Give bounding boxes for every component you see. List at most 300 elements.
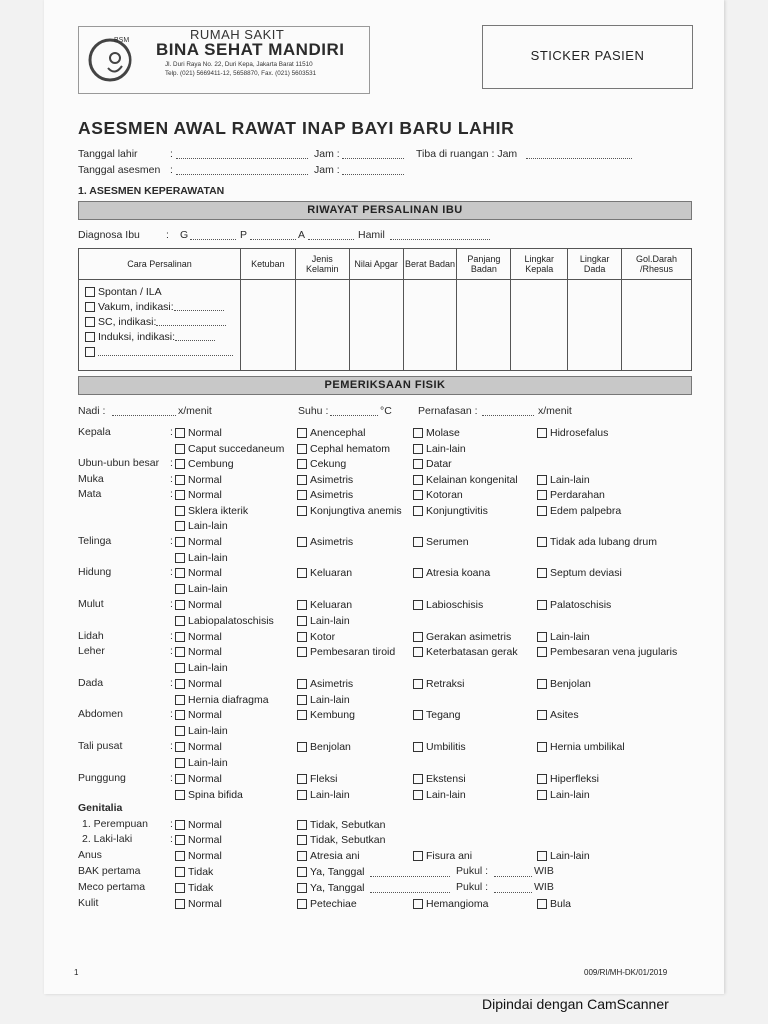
exam-option[interactable] — [413, 788, 466, 802]
option-label: Pembesaran tiroid — [310, 646, 396, 658]
checkbox[interactable] — [175, 490, 185, 500]
checkbox[interactable] — [537, 490, 547, 500]
checkbox[interactable] — [175, 899, 185, 909]
exam-option[interactable] — [537, 535, 657, 549]
exam-option[interactable] — [297, 488, 353, 502]
option-spontan[interactable] — [85, 284, 240, 299]
option-label: Kotoran — [426, 489, 463, 501]
checkbox[interactable] — [175, 867, 185, 877]
exam-option[interactable] — [297, 708, 355, 722]
exam-option[interactable] — [175, 535, 222, 549]
nadi-field[interactable] — [112, 415, 176, 416]
exam-label: Hidung — [78, 566, 112, 578]
exam-option[interactable] — [537, 426, 608, 440]
kulit-option[interactable] — [175, 897, 222, 911]
page-title: ASESMEN AWAL RAWAT INAP BAYI BARU LAHIR — [78, 118, 515, 138]
option-label: Normal — [188, 631, 222, 643]
pernafasan-field[interactable] — [482, 415, 534, 416]
checkbox[interactable] — [175, 616, 185, 626]
exam-label: Abdomen — [78, 708, 123, 720]
nadi-label: Nadi : — [78, 405, 106, 417]
anus-label: Anus — [78, 849, 102, 861]
exam-option[interactable] — [537, 677, 591, 691]
exam-option[interactable] — [175, 693, 269, 707]
a-label: A — [298, 229, 306, 241]
checkbox[interactable] — [175, 774, 185, 784]
exam-option[interactable] — [175, 598, 222, 612]
colon: : — [170, 426, 173, 438]
lingkar-dada-cell[interactable] — [568, 280, 622, 371]
option-label: Lain-lain — [550, 788, 590, 801]
option-label: Hemangioma — [426, 898, 489, 910]
exam-option[interactable] — [413, 504, 488, 518]
option-label: Lain-lain — [550, 631, 590, 643]
checkbox[interactable] — [537, 899, 547, 909]
exam-option[interactable] — [175, 614, 274, 628]
sticker-label: STICKER PASIEN — [530, 48, 645, 63]
option-label: Fleksi — [310, 773, 338, 785]
exam-option[interactable] — [537, 788, 590, 802]
checkbox[interactable] — [413, 428, 423, 438]
colon: : — [170, 818, 173, 830]
exam-label: Lidah — [78, 630, 104, 642]
option-label: Anencephal — [310, 427, 366, 439]
exam-option[interactable] — [175, 519, 228, 533]
exam-option[interactable] — [413, 645, 518, 659]
exam-option[interactable] — [297, 693, 350, 707]
anus-option[interactable] — [297, 849, 360, 863]
exam-option[interactable] — [297, 426, 365, 440]
exam-option[interactable] — [297, 457, 346, 471]
checkbox[interactable] — [175, 428, 185, 438]
exam-option[interactable] — [413, 708, 460, 722]
checkbox[interactable] — [85, 302, 95, 312]
checkbox[interactable] — [537, 568, 547, 578]
exam-option[interactable] — [297, 677, 353, 691]
checkbox[interactable] — [175, 537, 185, 547]
checkbox[interactable] — [175, 758, 185, 768]
exam-option[interactable] — [175, 772, 222, 786]
exam-label: Mata — [78, 488, 102, 500]
persalinan-options-cell — [79, 280, 241, 371]
checkbox[interactable] — [297, 537, 307, 547]
option-label: Tidak, Sebutkan — [310, 834, 386, 846]
g-field[interactable] — [190, 239, 236, 240]
option-label: Atresia koana — [426, 567, 491, 579]
option-label: Petechiae — [310, 898, 357, 910]
option-label: Normal — [188, 567, 222, 579]
laki-tidak[interactable] — [297, 833, 386, 847]
logo-lettering: BSM — [114, 37, 130, 44]
apgar-cell[interactable] — [349, 280, 403, 371]
checkbox[interactable] — [413, 774, 423, 784]
checkbox[interactable] — [413, 790, 423, 800]
checkbox[interactable] — [537, 600, 547, 610]
bak-pukul-field[interactable] — [494, 876, 532, 877]
exam-option[interactable] — [413, 566, 490, 580]
gol-darah-cell[interactable] — [622, 280, 692, 371]
checkbox[interactable] — [537, 632, 547, 642]
checkbox[interactable] — [297, 679, 307, 689]
colon: : — [170, 535, 173, 547]
option-label: Perdarahan — [550, 489, 605, 501]
exam-option[interactable] — [413, 535, 469, 549]
checkbox[interactable] — [297, 899, 307, 909]
exam-option[interactable] — [175, 724, 228, 738]
checkbox[interactable] — [175, 851, 185, 861]
panjang-badan-cell[interactable] — [457, 280, 511, 371]
checkbox[interactable] — [297, 428, 307, 438]
exam-label: Punggung — [78, 772, 126, 784]
checkbox[interactable] — [297, 600, 307, 610]
perempuan-normal[interactable] — [175, 818, 222, 832]
checkbox[interactable] — [175, 521, 185, 531]
option-label: Konjungtivitis — [426, 504, 488, 517]
exam-option[interactable] — [537, 708, 579, 722]
meco-tanggal-field[interactable] — [370, 892, 450, 893]
checkbox[interactable] — [175, 475, 185, 485]
checkbox[interactable] — [413, 851, 423, 861]
jam-lahir-field[interactable] — [342, 158, 404, 159]
suhu-field[interactable] — [330, 415, 378, 416]
checkbox[interactable] — [175, 584, 185, 594]
option-label: Normal — [188, 678, 222, 690]
jam-asesmen-field[interactable] — [342, 174, 404, 175]
tanggal-lahir-field[interactable] — [176, 158, 308, 159]
checkbox[interactable] — [413, 444, 423, 454]
option-label: Konjungtiva anemis — [310, 504, 402, 517]
colon: : — [170, 740, 173, 752]
checkbox[interactable] — [413, 647, 423, 657]
kulit-option[interactable] — [297, 897, 357, 911]
checkbox[interactable] — [175, 820, 185, 830]
kulit-option[interactable] — [537, 897, 571, 911]
option-label: Hiperfleksi — [550, 773, 600, 785]
exam-option[interactable] — [297, 740, 351, 754]
exam-option[interactable] — [297, 535, 353, 549]
exam-option[interactable] — [175, 788, 243, 802]
option-label: Lain-lain — [310, 693, 350, 706]
checkbox[interactable] — [537, 679, 547, 689]
option-sc[interactable] — [85, 314, 240, 329]
option-label: Datar — [426, 458, 452, 470]
option-label: Bula — [550, 898, 572, 910]
checkbox[interactable] — [413, 537, 423, 547]
p-field[interactable] — [250, 239, 296, 240]
option-label: Molase — [426, 427, 460, 439]
exam-option[interactable] — [175, 504, 248, 518]
table-header: Nilai Apgar — [349, 249, 403, 280]
option-label: Asimetris — [310, 678, 354, 690]
option-label: Spina bifida — [188, 788, 243, 801]
checkbox[interactable] — [413, 742, 423, 752]
checkbox[interactable] — [175, 663, 185, 673]
checkbox[interactable] — [413, 899, 423, 909]
kulit-label: Kulit — [78, 897, 99, 909]
exam-option[interactable] — [175, 473, 222, 487]
option-label: Tidak — [188, 882, 214, 894]
hamil-field[interactable] — [390, 239, 490, 240]
option-label: SC, indikasi: — [98, 315, 157, 328]
checkbox[interactable] — [297, 616, 307, 626]
bak-tidak[interactable] — [175, 865, 213, 879]
checkbox[interactable] — [175, 835, 185, 845]
exam-option[interactable] — [413, 426, 460, 440]
checkbox[interactable] — [175, 506, 185, 516]
checkbox[interactable] — [175, 568, 185, 578]
lingkar-kepala-cell[interactable] — [511, 280, 568, 371]
option-label: Lain-lain — [188, 756, 228, 769]
exam-option[interactable] — [175, 677, 222, 691]
colon: : — [170, 833, 173, 845]
checkbox[interactable] — [297, 851, 307, 861]
checkbox[interactable] — [175, 790, 185, 800]
checkbox[interactable] — [297, 835, 307, 845]
a-field[interactable] — [308, 239, 354, 240]
colon: : — [170, 457, 173, 469]
checkbox[interactable] — [297, 568, 307, 578]
pernafasan-label: Pernafasan : — [418, 405, 478, 417]
option-label: Benjolan — [310, 741, 351, 753]
exam-option[interactable] — [297, 473, 353, 487]
checkbox[interactable] — [297, 820, 307, 830]
exam-option[interactable] — [537, 645, 677, 659]
colon: : — [170, 677, 173, 689]
bak-tanggal-field[interactable] — [370, 876, 450, 877]
hospital-address — [165, 60, 316, 78]
checkbox[interactable] — [175, 459, 185, 469]
exam-option[interactable] — [175, 756, 228, 770]
anus-option[interactable] — [537, 849, 590, 863]
option-label: Normal — [188, 474, 222, 486]
checkbox[interactable] — [413, 506, 423, 516]
laki-normal[interactable] — [175, 833, 222, 847]
address-line: Jl. Duri Raya No. 22, Duri Kepa, Jakarta Barat 11510 — [165, 61, 313, 68]
exam-option[interactable] — [413, 473, 518, 487]
checkbox[interactable] — [413, 679, 423, 689]
checkbox[interactable] — [537, 790, 547, 800]
bak-ya[interactable] — [297, 865, 365, 879]
option-label: Normal — [188, 773, 222, 785]
genitalia-label: Genitalia — [78, 802, 123, 814]
checkbox[interactable] — [85, 347, 95, 357]
option-label: Benjolan — [550, 678, 591, 690]
exam-option[interactable] — [297, 598, 352, 612]
exam-option[interactable] — [297, 645, 395, 659]
checkbox[interactable] — [413, 568, 423, 578]
exam-option[interactable] — [537, 473, 590, 487]
checkbox[interactable] — [175, 679, 185, 689]
hospital-logo — [84, 30, 144, 88]
checkbox[interactable] — [537, 475, 547, 485]
checkbox[interactable] — [297, 506, 307, 516]
option-vakum[interactable] — [85, 299, 240, 314]
meco-pukul-field[interactable] — [494, 892, 532, 893]
checkbox[interactable] — [537, 774, 547, 784]
checkbox[interactable] — [175, 444, 185, 454]
exam-option[interactable] — [537, 566, 622, 580]
tiba-jam-field[interactable] — [526, 158, 632, 159]
exam-option[interactable] — [175, 566, 222, 580]
checkbox[interactable] — [297, 475, 307, 485]
exam-option[interactable] — [297, 630, 335, 644]
exam-option[interactable] — [175, 661, 228, 675]
checkbox[interactable] — [297, 695, 307, 705]
option-label: Lain-lain — [188, 551, 228, 564]
exam-label: Ubun-ubun besar — [78, 457, 160, 469]
table-header: Berat Badan — [403, 249, 457, 280]
exam-option[interactable] — [175, 740, 222, 754]
checkbox[interactable] — [413, 475, 423, 485]
checkbox[interactable] — [413, 490, 423, 500]
exam-option[interactable] — [297, 614, 350, 628]
checkbox[interactable] — [413, 632, 423, 642]
anus-option[interactable] — [413, 849, 472, 863]
anus-option[interactable] — [175, 849, 222, 863]
table-header: Gol.Darah /Rhesus — [622, 249, 692, 280]
exam-option[interactable] — [297, 504, 402, 518]
exam-option[interactable] — [413, 677, 465, 691]
exam-option[interactable] — [537, 504, 621, 518]
table-header: Ketuban — [240, 249, 295, 280]
exam-option[interactable] — [537, 630, 590, 644]
checkbox[interactable] — [413, 459, 423, 469]
option-label: Kotor — [310, 631, 336, 643]
checkbox[interactable] — [537, 851, 547, 861]
exam-option[interactable] — [175, 582, 228, 596]
exam-option[interactable] — [413, 630, 511, 644]
exam-option[interactable] — [537, 598, 611, 612]
option-label: Sklera ikterik — [188, 504, 249, 517]
bak-label: BAK pertama — [78, 865, 141, 877]
checkbox[interactable] — [175, 632, 185, 642]
option-label: Normal — [188, 646, 222, 658]
checkbox[interactable] — [297, 490, 307, 500]
exam-label: Tali pusat — [78, 740, 123, 752]
colon: : — [170, 488, 173, 500]
checkbox[interactable] — [175, 695, 185, 705]
checkbox[interactable] — [297, 742, 307, 752]
checkbox[interactable] — [537, 428, 547, 438]
suhu-unit: °C — [380, 405, 392, 417]
exam-option[interactable] — [175, 630, 222, 644]
exam-option[interactable] — [537, 740, 625, 754]
ketuban-cell[interactable] — [240, 280, 295, 371]
option-other[interactable] — [85, 344, 240, 359]
exam-option[interactable] — [413, 442, 466, 456]
option-label: Lain-lain — [550, 850, 590, 862]
wib-label: WIB — [534, 865, 554, 877]
g-label: G — [180, 229, 189, 241]
checkbox[interactable] — [85, 332, 95, 342]
hospital-type: RUMAH SAKIT — [190, 27, 285, 42]
exam-option[interactable] — [175, 457, 234, 471]
exam-option[interactable] — [413, 598, 483, 612]
checkbox[interactable] — [297, 710, 307, 720]
jenis-kelamin-cell[interactable] — [295, 280, 349, 371]
hamil-label: Hamil — [358, 229, 385, 241]
exam-option[interactable] — [297, 772, 337, 786]
checkbox[interactable] — [175, 647, 185, 657]
exam-option[interactable] — [413, 457, 452, 471]
pukul-label: Pukul : — [456, 881, 489, 893]
checkbox[interactable] — [297, 883, 307, 893]
checkbox[interactable] — [175, 710, 185, 720]
exam-option[interactable] — [413, 740, 466, 754]
checkbox[interactable] — [537, 506, 547, 516]
checkbox[interactable] — [85, 287, 95, 297]
checkbox[interactable] — [297, 790, 307, 800]
tanggal-asesmen-field[interactable] — [176, 174, 308, 175]
checkbox[interactable] — [85, 317, 95, 327]
checkbox[interactable] — [175, 726, 185, 736]
checkbox[interactable] — [297, 867, 307, 877]
option-label: Hernia diafragma — [188, 693, 269, 706]
checkbox[interactable] — [537, 537, 547, 547]
option-label: Hidrosefalus — [550, 427, 609, 439]
exam-option[interactable] — [175, 442, 284, 456]
kulit-option[interactable] — [413, 897, 488, 911]
option-label: Septum deviasi — [550, 567, 622, 579]
berat-badan-cell[interactable] — [403, 280, 457, 371]
exam-option[interactable] — [175, 708, 222, 722]
checkbox[interactable] — [297, 647, 307, 657]
tanggal-lahir-label: Tanggal lahir — [78, 148, 138, 160]
checkbox[interactable] — [175, 883, 185, 893]
checkbox[interactable] — [175, 553, 185, 563]
exam-option[interactable] — [175, 551, 228, 565]
exam-option[interactable] — [413, 488, 463, 502]
checkbox[interactable] — [413, 600, 423, 610]
exam-label: Dada — [78, 677, 104, 689]
section-band: PEMERIKSAAN FISIK — [78, 376, 692, 395]
meco-tidak[interactable] — [175, 881, 213, 895]
checkbox[interactable] — [175, 742, 185, 752]
table-header: Jenis Kelamin — [295, 249, 349, 280]
exam-option[interactable] — [537, 772, 599, 786]
option-label: Lain-lain — [188, 661, 228, 674]
exam-option[interactable] — [413, 772, 466, 786]
exam-option[interactable] — [297, 788, 350, 802]
meco-ya[interactable] — [297, 881, 365, 895]
checkbox[interactable] — [297, 459, 307, 469]
checkbox[interactable] — [297, 632, 307, 642]
wib-label: WIB — [534, 881, 554, 893]
checkbox[interactable] — [413, 710, 423, 720]
exam-option[interactable] — [537, 488, 605, 502]
checkbox[interactable] — [175, 600, 185, 610]
checkbox[interactable] — [537, 742, 547, 752]
table-header: Lingkar Dada — [568, 249, 622, 280]
perempuan-tidak[interactable] — [297, 818, 386, 832]
checkbox[interactable] — [537, 647, 547, 657]
persalinan-table — [78, 248, 692, 371]
exam-option[interactable] — [175, 488, 222, 502]
checkbox[interactable] — [297, 774, 307, 784]
exam-option[interactable] — [297, 442, 390, 456]
option-label: Caput succedaneum — [188, 442, 285, 455]
option-label: Lain-lain — [550, 474, 590, 486]
option-label: Normal — [188, 850, 222, 862]
exam-option[interactable] — [175, 426, 222, 440]
option-label: Cekung — [310, 458, 347, 470]
exam-option[interactable] — [297, 566, 352, 580]
checkbox[interactable] — [297, 444, 307, 454]
option-induksi[interactable] — [85, 329, 240, 344]
checkbox[interactable] — [537, 710, 547, 720]
exam-label: Kepala — [78, 426, 111, 438]
exam-option[interactable] — [175, 645, 222, 659]
